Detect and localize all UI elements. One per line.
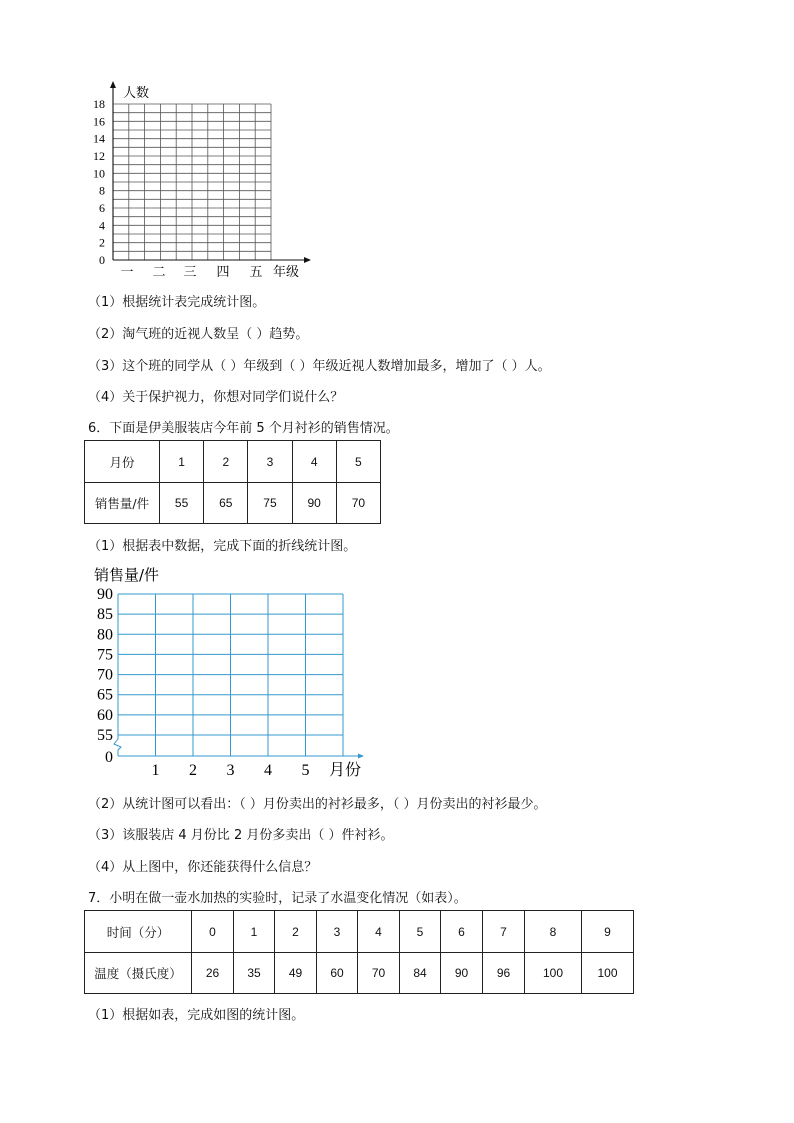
sales-chart-ylabel: 销售量/件 bbox=[94, 566, 160, 584]
x-category-label: 一 bbox=[120, 265, 134, 280]
sales-table-cell: 75 bbox=[248, 483, 292, 524]
sales-chart-grid bbox=[114, 594, 364, 759]
temperature-table-temp-row bbox=[85, 953, 634, 994]
sales-chart-yticks bbox=[97, 586, 113, 766]
q5-sub3: （3）这个班的同学从（ ）年级到（ ）年级近视人数增加最多，增加了（ ）人。 bbox=[88, 359, 551, 374]
q5-sub2: （2）淘气班的近视人数呈（ ）趋势。 bbox=[88, 327, 309, 342]
x-axis-arrow bbox=[304, 257, 311, 263]
x-category-label: 1 bbox=[151, 762, 160, 779]
vision-chart-xlabel: 年级 bbox=[273, 265, 300, 280]
sales-table-month-row bbox=[85, 441, 381, 483]
sales-table-cell: 70 bbox=[336, 483, 380, 524]
temperature-table-temp-header: 温度（摄氏度） bbox=[85, 953, 192, 994]
y-tick-label: 8 bbox=[99, 183, 105, 198]
y-tick-label: 80 bbox=[97, 626, 113, 644]
x-category-label: 四 bbox=[216, 265, 230, 280]
temperature-table-cell: 2 bbox=[275, 911, 317, 953]
sales-table-sales-header: 销售量/件 bbox=[85, 483, 160, 524]
y-tick-label: 55 bbox=[97, 727, 113, 744]
x-category-label: 二 bbox=[152, 265, 166, 280]
y-tick-label: 0 bbox=[105, 749, 113, 766]
y-tick-label: 4 bbox=[99, 218, 105, 233]
x-category-label: 5 bbox=[301, 762, 310, 779]
y-tick-label: 10 bbox=[93, 166, 105, 181]
sales-chart bbox=[88, 560, 378, 782]
y-tick-label: 2 bbox=[99, 235, 105, 250]
sales-table-cell: 65 bbox=[204, 483, 248, 524]
y-tick-label: 16 bbox=[93, 114, 105, 129]
axis-break-mark bbox=[114, 739, 121, 750]
sales-table-cell: 90 bbox=[292, 483, 336, 524]
sales-table-month-header: 月份 bbox=[85, 441, 160, 483]
temperature-table-cell: 5 bbox=[400, 911, 441, 953]
temperature-table-cell: 60 bbox=[317, 953, 358, 994]
vision-chart bbox=[80, 78, 320, 283]
temperature-table-cell: 90 bbox=[441, 953, 483, 994]
sales-chart-xlabel: 月份 bbox=[329, 760, 362, 779]
temperature-table-cell: 7 bbox=[483, 911, 525, 953]
q5-sub4: （4）关于保护视力，你想对同学们说什么？ bbox=[88, 390, 344, 405]
temperature-table-cell: 0 bbox=[192, 911, 234, 953]
y-tick-label: 18 bbox=[93, 97, 105, 111]
vision-chart-grid bbox=[113, 104, 271, 260]
x-category-label: 2 bbox=[189, 762, 197, 779]
y-tick-label: 85 bbox=[97, 606, 113, 624]
sales-table bbox=[84, 440, 381, 524]
sales-table-cell: 4 bbox=[292, 441, 336, 483]
temperature-table-cell: 100 bbox=[525, 953, 582, 994]
sales-table-cell: 2 bbox=[204, 441, 248, 483]
y-tick-label: 65 bbox=[97, 686, 113, 704]
y-tick-label: 70 bbox=[97, 666, 113, 684]
y-tick-label: 90 bbox=[97, 586, 113, 603]
sales-table-sales-row bbox=[85, 483, 381, 524]
q6-title: 6．下面是伊美服装店今年前 5 个月衬衫的销售情况。 bbox=[88, 421, 399, 436]
temperature-table-time-row bbox=[85, 911, 634, 953]
temperature-table-cell: 49 bbox=[275, 953, 317, 994]
sales-table-cell: 55 bbox=[160, 483, 204, 524]
temperature-table-cell: 100 bbox=[582, 953, 634, 994]
temperature-table-cell: 70 bbox=[358, 953, 400, 994]
y-tick-label: 75 bbox=[97, 646, 113, 664]
temperature-table-cell: 84 bbox=[400, 953, 441, 994]
temperature-table-time-header: 时间（分） bbox=[85, 911, 192, 953]
x-category-label: 3 bbox=[226, 762, 235, 779]
sales-chart-xcategories bbox=[152, 762, 310, 779]
y-tick-label: 0 bbox=[99, 253, 105, 267]
q6-sub1: （1）根据表中数据，完成下面的折线统计图。 bbox=[88, 539, 357, 554]
x-category-label: 4 bbox=[264, 762, 272, 779]
vision-chart-axes bbox=[110, 81, 311, 263]
temperature-table-cell: 4 bbox=[358, 911, 400, 953]
y-tick-label: 14 bbox=[93, 131, 105, 146]
sales-table-cell: 3 bbox=[248, 441, 292, 483]
temperature-table-cell: 3 bbox=[317, 911, 358, 953]
q6-sub2: （2）从统计图可以看出：（ ）月份卖出的衬衫最多，（ ）月份卖出的衬衫最少。 bbox=[88, 797, 547, 812]
q5-sub1: （1）根据统计表完成统计图。 bbox=[88, 295, 266, 310]
y-axis-arrow bbox=[110, 81, 116, 88]
q7-sub1: （1）根据如表，完成如图的统计图。 bbox=[88, 1008, 305, 1023]
y-tick-label: 12 bbox=[93, 149, 105, 163]
x-axis-arrow bbox=[358, 754, 364, 759]
temperature-table-cell: 26 bbox=[192, 953, 234, 994]
temperature-table-cell: 6 bbox=[441, 911, 483, 953]
temperature-table-cell: 9 bbox=[582, 911, 634, 953]
q7-title: 7．小明在做一壶水加热的实验时，记录了水温变化情况（如表）。 bbox=[88, 891, 467, 906]
temperature-table-cell: 1 bbox=[234, 911, 275, 953]
q6-sub3: （3）该服装店 4 月份比 2 月份多卖出（ ）件衬衫。 bbox=[88, 828, 394, 843]
x-category-label: 五 bbox=[249, 265, 263, 280]
y-tick-label: 6 bbox=[99, 201, 105, 215]
q6-sub4: （4）从上图中，你还能获得什么信息？ bbox=[88, 860, 318, 875]
vision-chart-ylabel: 人数 bbox=[123, 86, 150, 101]
vision-chart-xcategories bbox=[120, 265, 262, 280]
sales-table-cell: 1 bbox=[160, 441, 204, 483]
x-category-label: 三 bbox=[183, 265, 197, 280]
vision-chart-yticks bbox=[93, 97, 105, 267]
temperature-table-cell: 35 bbox=[234, 953, 275, 994]
temperature-table-cell: 96 bbox=[483, 953, 525, 994]
y-tick-label: 60 bbox=[97, 706, 113, 724]
temperature-table bbox=[84, 910, 634, 994]
temperature-table-cell: 8 bbox=[525, 911, 582, 953]
sales-table-cell: 5 bbox=[336, 441, 380, 483]
